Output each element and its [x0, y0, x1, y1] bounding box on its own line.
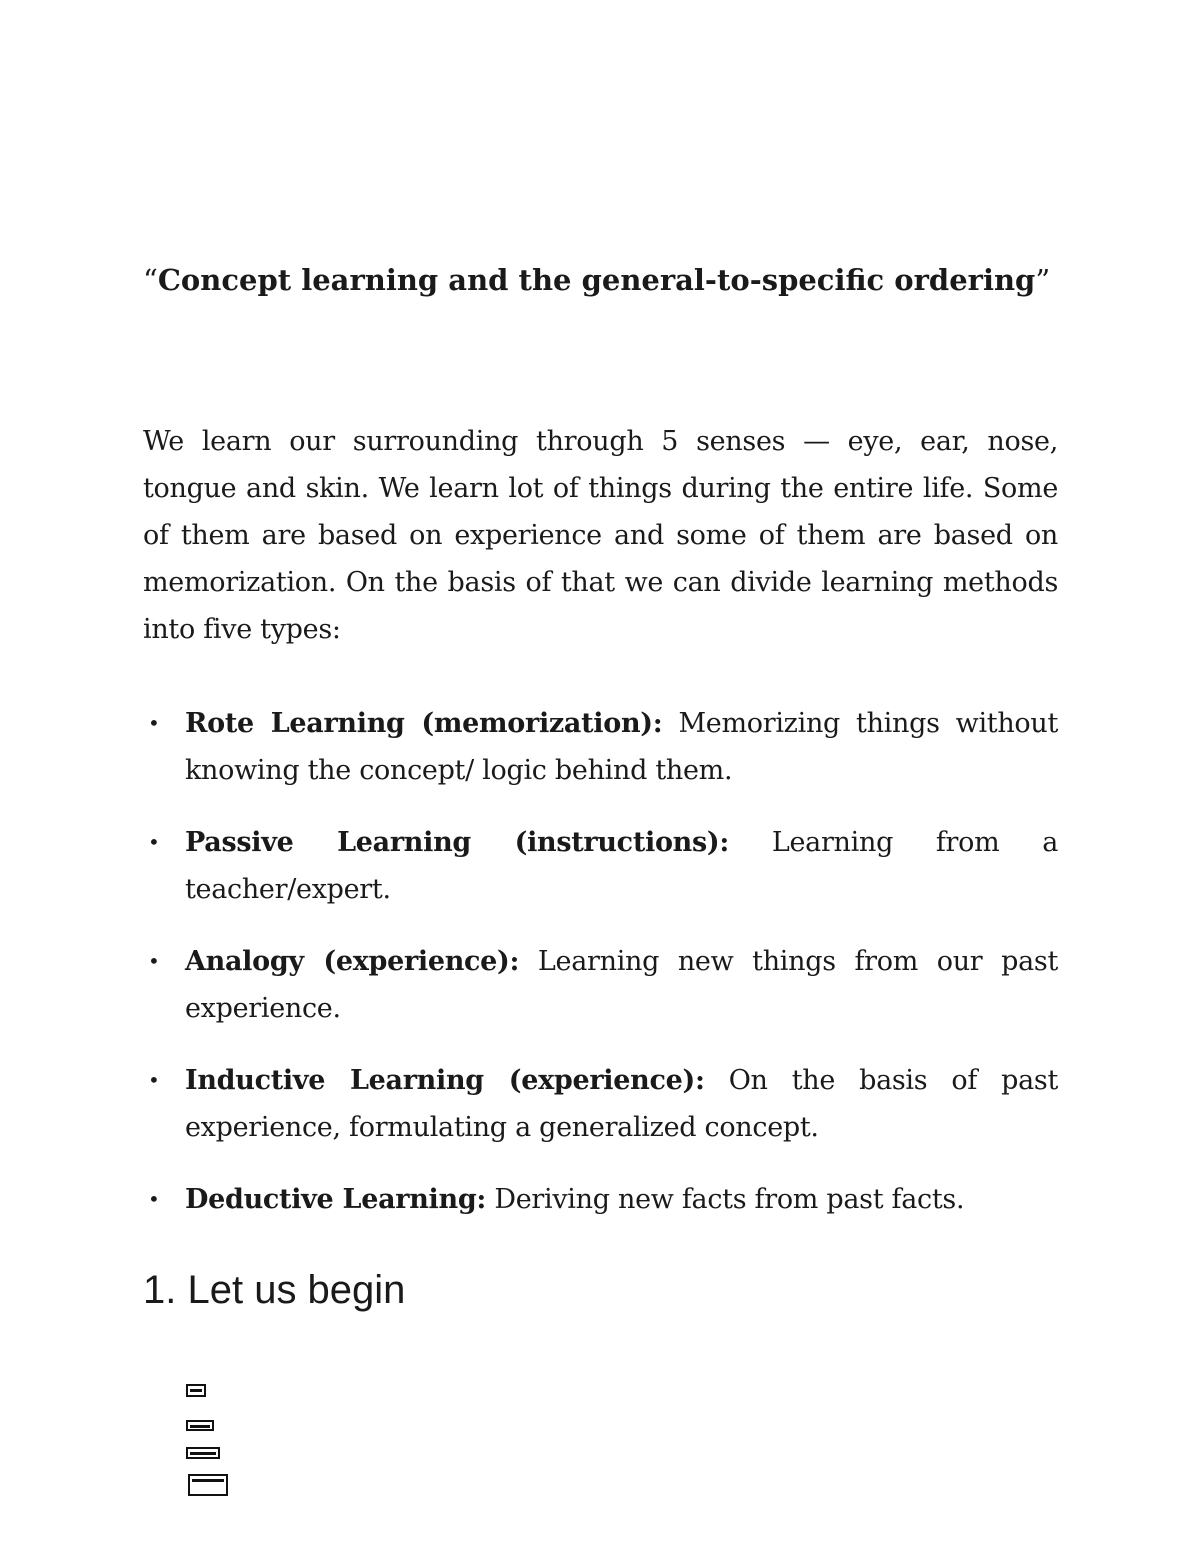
bullet-icon: • [148, 949, 160, 973]
document-title [143, 258, 1058, 302]
list-item-term: Rote Learning (memorization): [185, 708, 663, 739]
bullet-icon: • [148, 1187, 160, 1211]
bullet-icon: • [148, 830, 160, 854]
list-item-text: Learning new things from our past experience. [185, 946, 1058, 1024]
section-heading: 1. Let us begin [143, 1268, 406, 1312]
list-item-text: Memorizing things without knowing the concept/ logic behind them. [185, 708, 1059, 786]
title-close-quote: ” [1035, 263, 1051, 297]
list-item-term: Analogy (experience): [185, 946, 520, 977]
broken-image-icon [186, 1447, 220, 1459]
broken-image-icon [186, 1384, 206, 1397]
title-text: Concept learning and the general-to-specific ordering [157, 263, 1036, 297]
list-item [143, 1057, 1058, 1151]
list-item-text: On the basis of past experience, formulating a generalized concept. [185, 1065, 1058, 1143]
bullet-icon: • [148, 711, 160, 735]
list-item [143, 938, 1058, 1032]
list-item [143, 819, 1058, 913]
list-item [143, 700, 1058, 794]
list-item-text: Learning from a teacher/expert. [185, 827, 1058, 905]
list-item-term: Inductive Learning (experience): [185, 1065, 705, 1096]
title-open-quote: “ [143, 263, 158, 297]
broken-image-icon [188, 1474, 228, 1496]
list-item-term: Passive Learning (instructions): [185, 827, 730, 858]
list-item [143, 1176, 1058, 1223]
learning-types-list [143, 700, 1058, 1248]
bullet-icon: • [148, 1068, 160, 1092]
list-item-term: Deductive Learning: [185, 1184, 487, 1215]
list-item-text: Deriving new facts from past facts. [486, 1184, 965, 1215]
broken-image-icon [186, 1420, 214, 1431]
intro-paragraph: We learn our surrounding through 5 senses — eye, ear, nose, tongue and skin. We learn lot of things during the entire life. Some of them are based on experience and some of them are based on memorization. On the basis of that we can divide learning methods into five types: [143, 426, 1058, 645]
